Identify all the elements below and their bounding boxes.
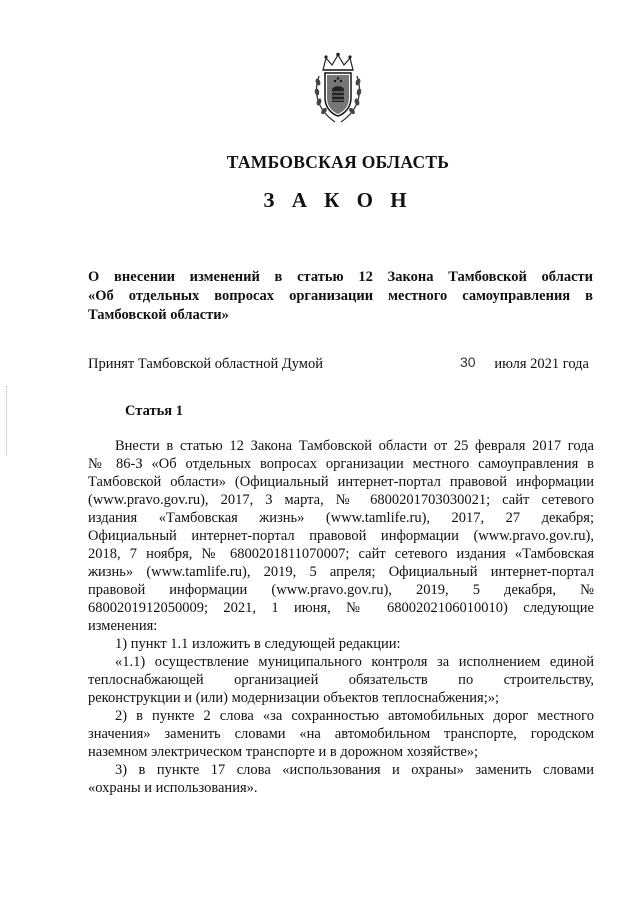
body-line: изменения: [88,618,158,634]
law-title-line: «Об отдельных вопросах организации местного самоуправления в [88,288,593,304]
body-line: 3) в пункте 17 слова «использования и охраны» заменить словами [115,762,594,778]
body-line: Внести в статью 12 Закона Тамбовской области от 25 февраля 2017 года [115,438,594,454]
body-line: (www.pravo.gov.ru), 2017, 3 марта, № 6800201703030021; сайт сетевого [88,492,594,508]
body-line: № 86-З «Об отдельных вопросах организации местного самоуправления в [88,456,594,472]
body-line: «1.1) осуществление муниципального контроля за исполнением единой [115,654,594,670]
body-line: издания «Тамбовская жизнь» (www.tamlife.ru), 2017, 27 декабря; [88,510,594,526]
body-line: реконструкции и (или) модернизации объектов теплоснабжения;»; [88,690,499,706]
body-line: 1) пункт 1.1 изложить в следующей редакции: [115,636,401,652]
law-title-line: Тамбовской области» [88,307,229,323]
body-line: 2) в пункте 2 слова «за сохранностью автомобильных дорог местного [115,708,594,724]
adopted-by-text: Принят Тамбовской областной Думой [88,356,323,372]
law-title-line: О внесении изменений в статью 12 Закона Тамбовской области [88,269,593,285]
body-line: жизнь» (www.tamlife.ru), 2019, 5 апреля; Официальный интернет-портал [88,564,594,580]
body-line: Тамбовской области» (Официальный интернет-портал правовой информации [88,474,594,490]
body-line: теплоснабжающей организацией обязательств по строительству, [88,672,594,688]
law-title [88,268,593,325]
body-line: «охраны и использования». [88,780,258,796]
body-line: наземном электрическом транспорте и в дорожном хозяйстве»; [88,744,479,760]
adoption-date-text: июля 2021 года [494,356,589,372]
adoption-day-handwritten: 30 [460,354,476,370]
body-line: 6800201912050009; 2021, 1 июня, № 6800202106010010) следующие [88,600,594,616]
body-line: правовой информации (www.pravo.gov.ru), 2019, 5 декабря, № [88,582,594,598]
body-line: 2018, 7 ноября, № 6800201811070007; сайт сетевого издания «Тамбовская [88,546,594,562]
article-heading: Статья 1 [125,403,183,419]
adoption-line [88,354,593,376]
body-line: значения» заменить словами «на автомобильном транспорте, городском [88,726,594,742]
document-type-heading: З А К О Н [263,188,413,212]
coat-of-arms-emblem [313,52,363,126]
article-body [88,437,594,797]
region-heading: ТАМБОВСКАЯ ОБЛАСТЬ [226,152,450,172]
scan-margin-mark [6,386,9,456]
body-line: Официальный интернет-портал правовой информации (www.pravo.gov.ru), [88,528,594,544]
